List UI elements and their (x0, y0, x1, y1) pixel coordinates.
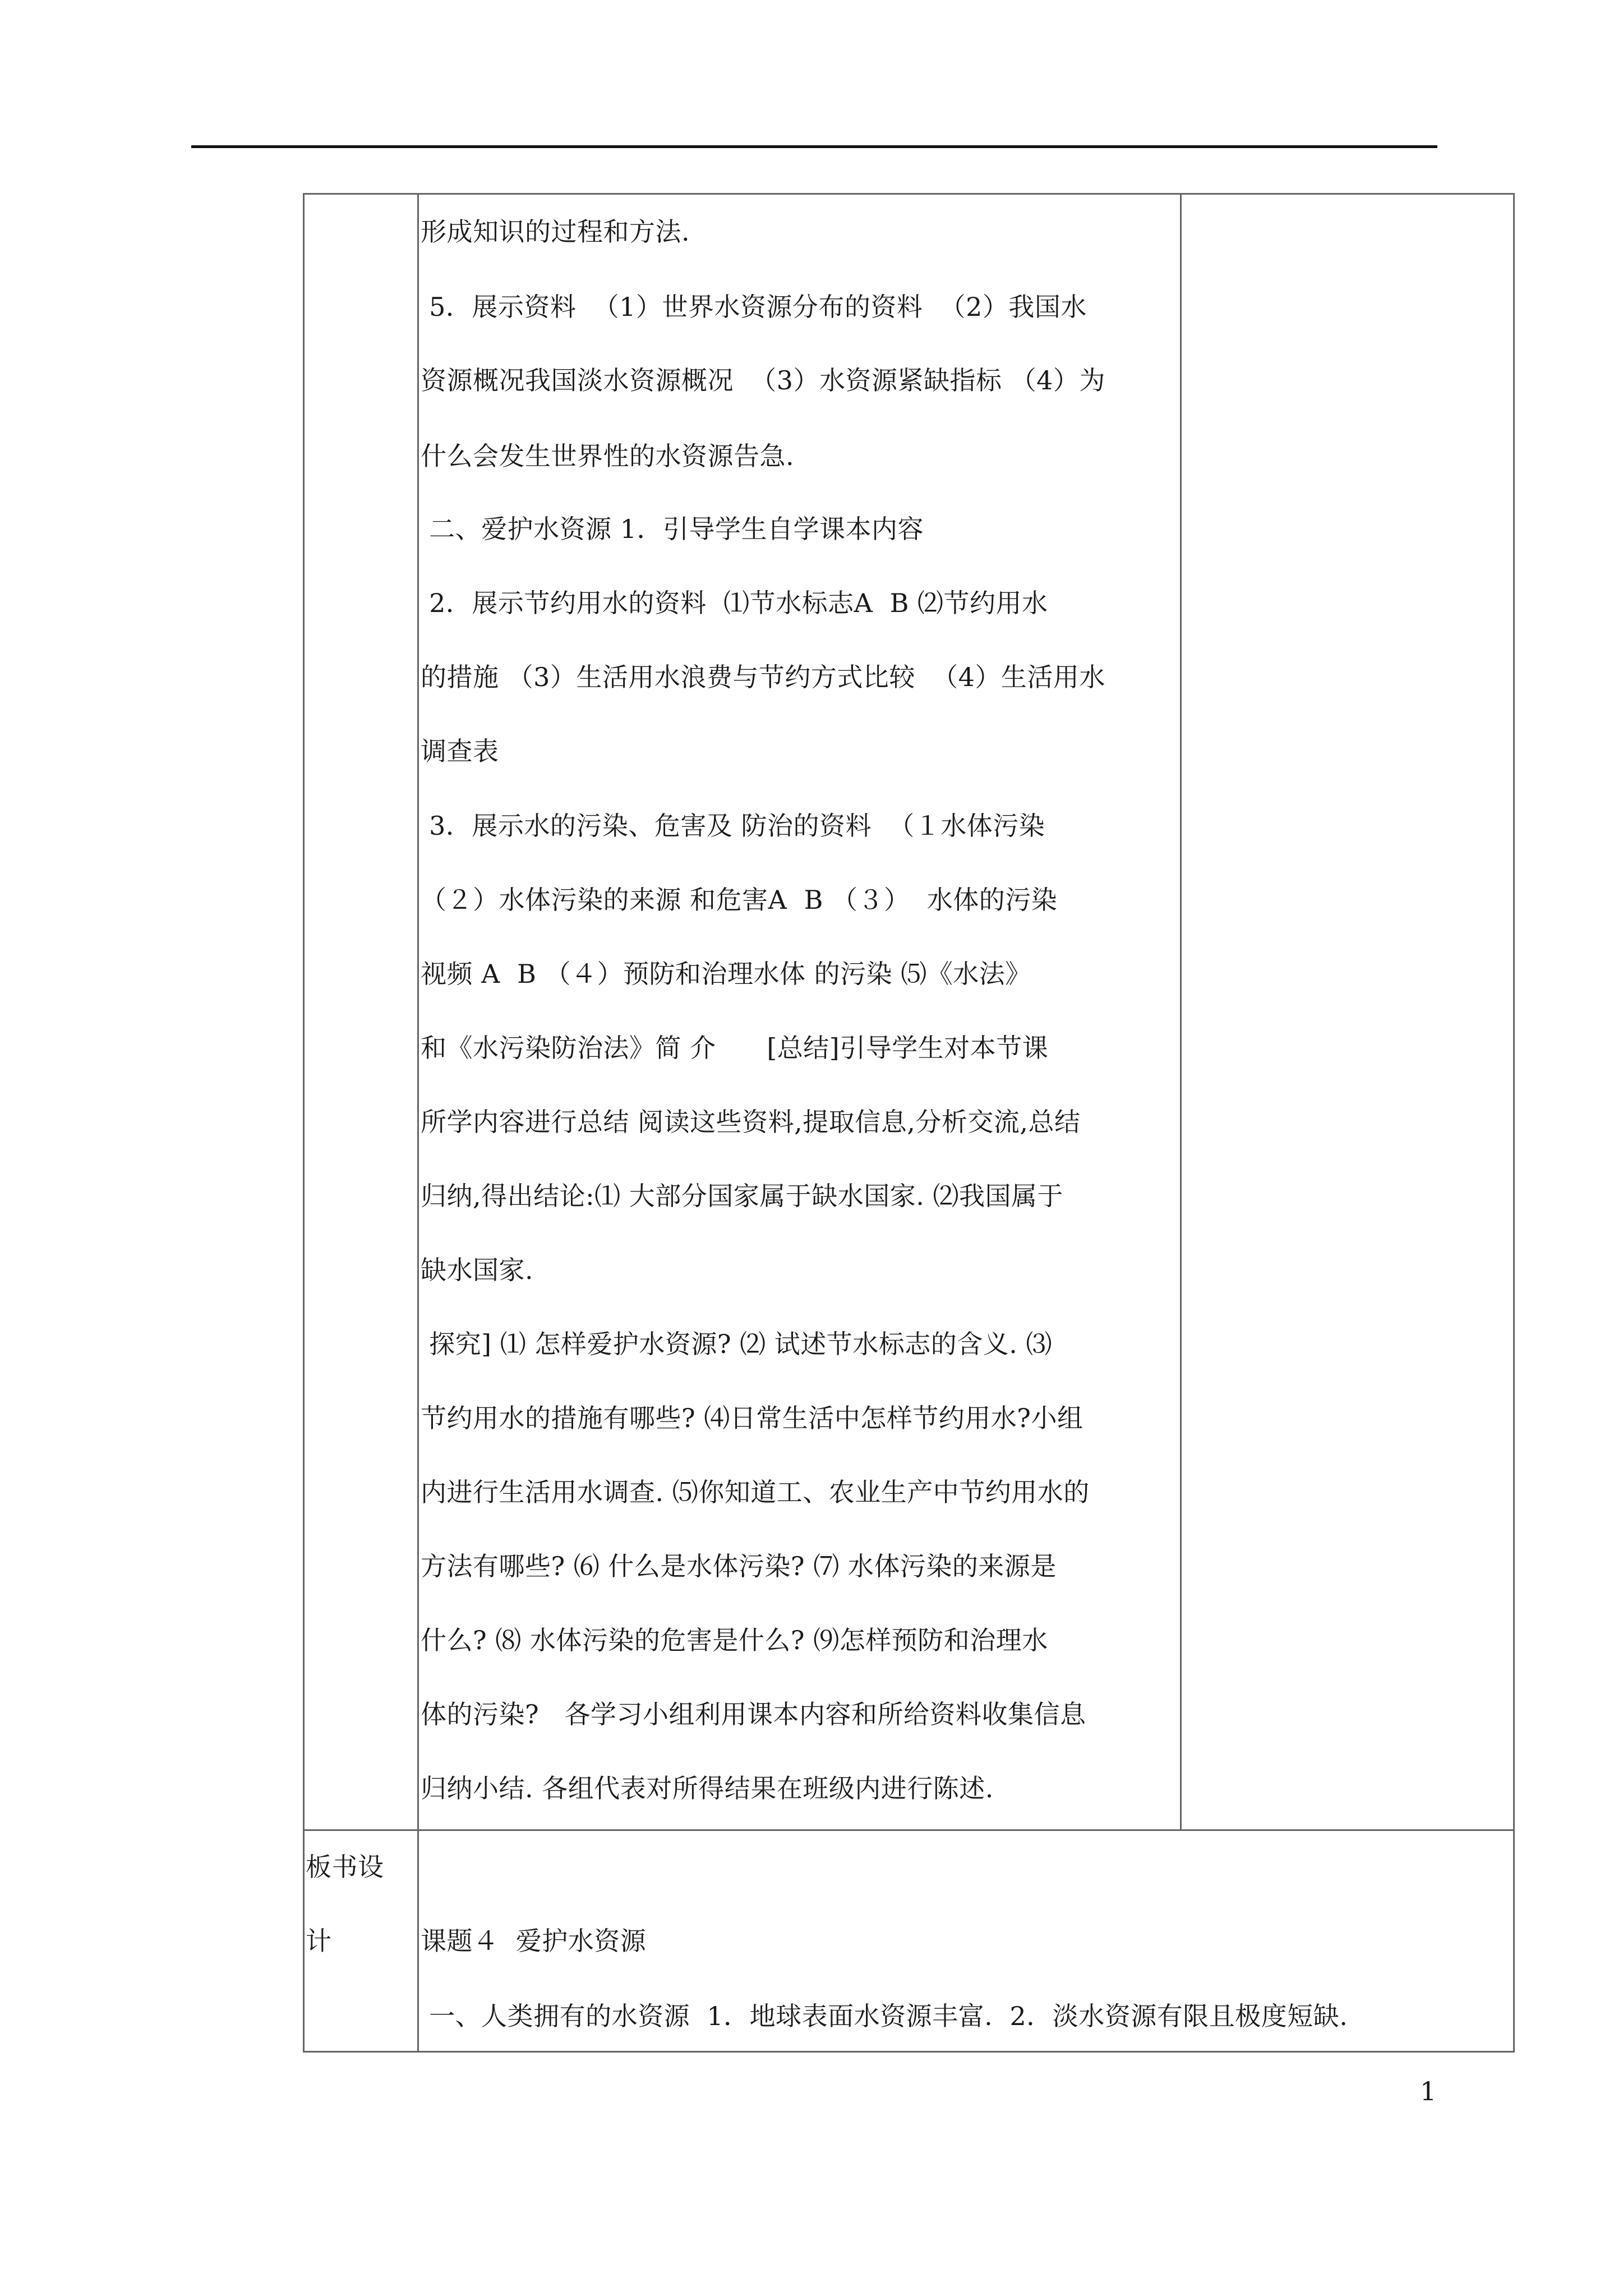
text-line: 2．展示节约用水的资料 ⑴节水标志A B ⑵节约用水 (421, 588, 1048, 618)
text-line: 方法有哪些? ⑹ 什么是水体污染? ⑺ 水体污染的来源是 (421, 1551, 1057, 1581)
page-number: 1 (1420, 2076, 1437, 2106)
text-line: 探究] ⑴ 怎样爱护水资源? ⑵ 试述节水标志的含义. ⑶ (421, 1329, 1052, 1359)
text-line: 3．展示水的污染、危害及 防治的资料 （１水体污染 (421, 811, 1045, 841)
table-border-col1 (417, 193, 419, 2053)
board-design-content: 一、人类拥有的水资源 1．地球表面水资源丰富. 2．淡水资源有限且极度短缺. (421, 2001, 1348, 2031)
text-line: 内进行生活用水调查. ⑸你知道工、农业生产中节约用水的 (421, 1477, 1090, 1507)
board-design-title: 课题４ 爱护水资源 (421, 1926, 647, 1956)
table-border-col2 (1180, 193, 1182, 1831)
table-border-right (1513, 193, 1515, 2053)
text-line: 归纳小结. 各组代表对所得结果在班级内进行陈述. (421, 1773, 994, 1803)
text-line: 调查表 (421, 736, 499, 766)
text-line: 5．展示资料 （1）世界水资源分布的资料 （2）我国水 (421, 292, 1087, 322)
table-border-bottom (303, 2051, 1515, 2053)
text-line: 节约用水的措施有哪些? ⑷日常生活中怎样节约用水?小组 (421, 1403, 1083, 1433)
text-line: 什么会发生世界性的水资源告急. (421, 441, 795, 471)
text-line: 缺水国家. (421, 1255, 534, 1285)
table-border-row-divider (303, 1829, 1515, 1831)
table-border-left (303, 193, 305, 2053)
text-line: 所学内容进行总结 阅读这些资料,提取信息,分析交流,总结 (421, 1107, 1081, 1137)
board-design-label: 板书设 (306, 1852, 384, 1882)
text-line: 形成知识的过程和方法. (421, 217, 690, 247)
header-rule (191, 145, 1437, 148)
table-border-top (303, 193, 1515, 195)
text-line: 资源概况我国淡水资源概况 （3）水资源紧缺指标 （4）为 (421, 365, 1105, 395)
text-line: 和《水污染防治法》简 介 [总结]引导学生对本节课 (421, 1033, 1049, 1063)
board-design-label: 计 (306, 1926, 332, 1956)
text-line: 视频 A B （４）预防和治理水体 的污染 ⑸《水法》 (421, 959, 1031, 989)
text-line: 什么? ⑻ 水体污染的危害是什么? ⑼怎样预防和治理水 (421, 1625, 1048, 1655)
text-line: 归纳,得出结论:⑴ 大部分国家属于缺水国家. ⑵我国属于 (421, 1181, 1063, 1211)
text-line: 二、爱护水资源 1．引导学生自学课本内容 (421, 514, 924, 544)
text-line: 的措施 （3）生活用水浪费与节约方式比较 （4）生活用水 (421, 662, 1105, 692)
text-line: 体的污染? 各学习小组利用课本内容和所给资料收集信息 (421, 1699, 1086, 1729)
text-line: （２）水体污染的来源 和危害A B （３） 水体的污染 (421, 885, 1058, 915)
